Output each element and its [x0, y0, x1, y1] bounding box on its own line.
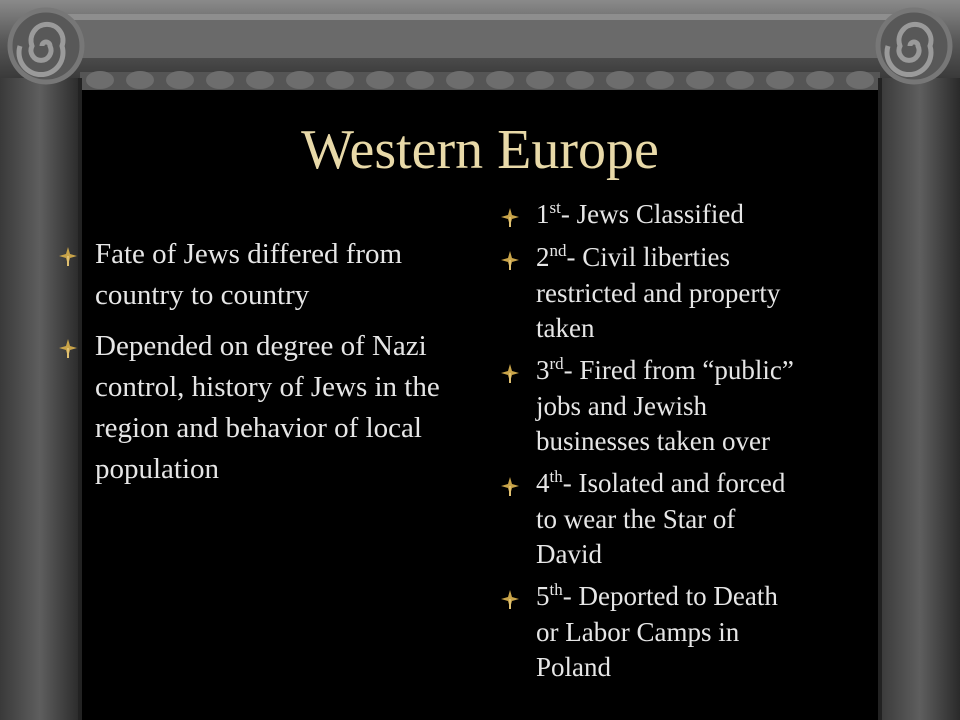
list-item [58, 234, 458, 316]
dagger-bullet-icon [58, 338, 78, 358]
bullet-line-cont: or Labor Camps in [536, 617, 740, 647]
list-item [500, 465, 880, 572]
bullet-text: Fate of Jews differed from country to country [95, 238, 403, 311]
bullet-line: 1st- Jews Classified [536, 198, 744, 229]
bullet-line-cont: jobs and Jewish [536, 391, 707, 421]
list-item [58, 326, 458, 490]
left-bullet-list [58, 234, 458, 500]
volute-scroll-icon [878, 10, 950, 82]
bullet-text: Depended on degree of Nazi control, history of Jews in the region and behavior of local population [95, 330, 440, 485]
bullet-line-cont: Poland [536, 652, 612, 682]
dentil-row [80, 72, 880, 90]
bullet-line-cont: businesses taken over [536, 426, 770, 456]
bullet-line: 5th- Deported to Death [536, 580, 778, 611]
dagger-bullet-icon [500, 589, 520, 609]
dagger-bullet-icon [500, 363, 520, 383]
bullet-line: 2nd- Civil liberties [536, 241, 730, 272]
bullet-line-cont: David [536, 539, 602, 569]
list-item [500, 239, 880, 346]
dagger-bullet-icon [58, 246, 78, 266]
slide-title: Western Europe [301, 119, 659, 181]
dagger-bullet-icon [500, 207, 520, 227]
bullet-line: 4th- Isolated and forced [536, 467, 786, 498]
bullet-line-cont: restricted and property [536, 278, 781, 308]
dagger-bullet-icon [500, 250, 520, 270]
bullet-line-cont: to wear the Star of [536, 504, 736, 534]
list-item [500, 196, 880, 233]
list-item [500, 352, 880, 459]
bullet-line-cont: taken [536, 313, 595, 343]
volute-scroll-icon [10, 10, 82, 82]
list-item [500, 578, 880, 685]
bullet-line: 3rd- Fired from “public” [536, 354, 794, 385]
right-column-shaft [880, 78, 960, 720]
dagger-bullet-icon [500, 476, 520, 496]
right-bullet-list [500, 196, 880, 691]
